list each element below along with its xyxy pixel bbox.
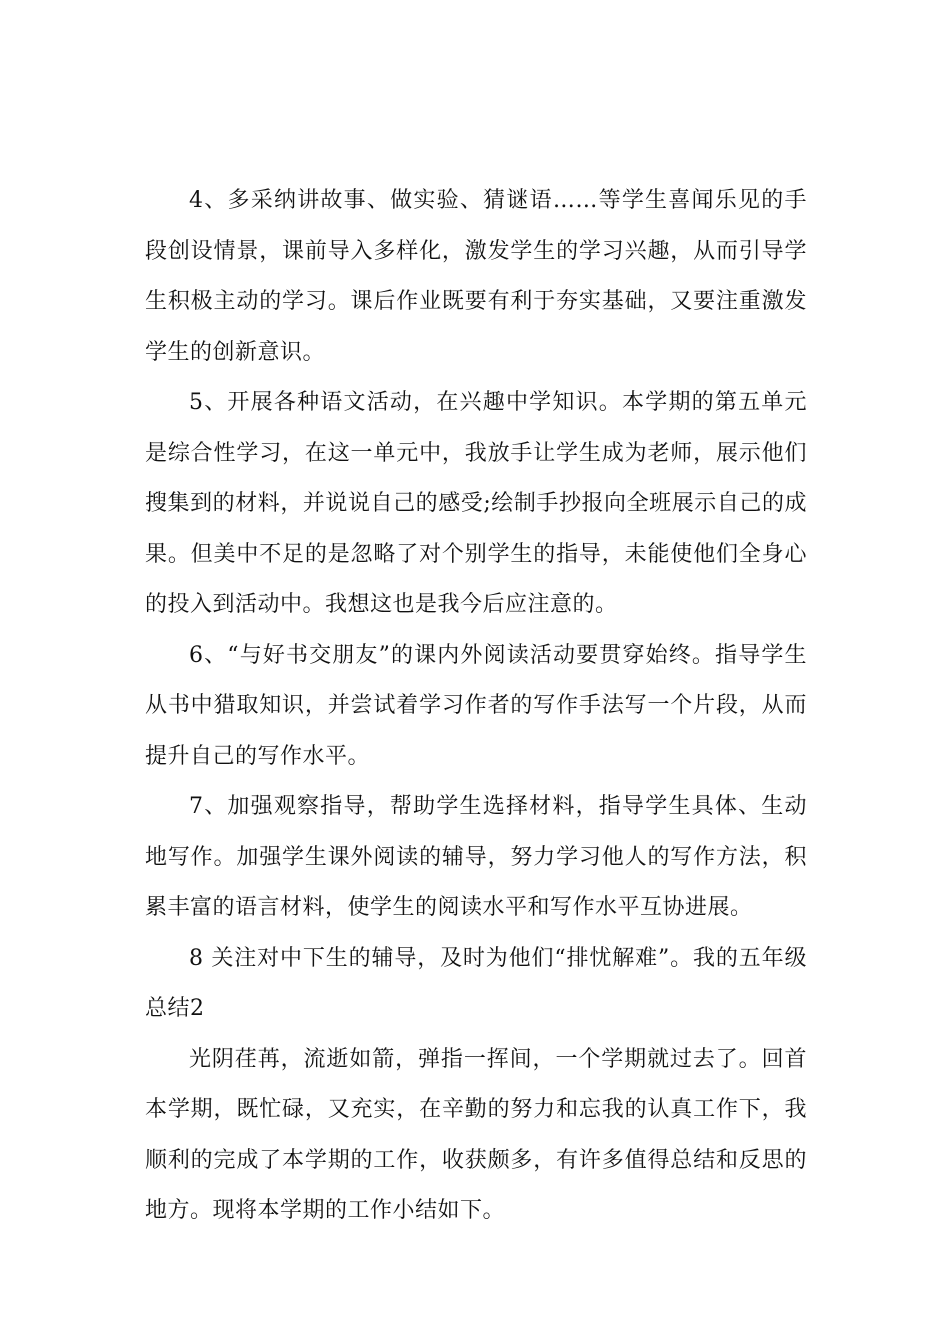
paragraph-6: 6、“与好书交朋友”的课内外阅读活动要贯穿始终。指导学生从书中猎取知识，并尝试着学习作者的写作手法写一个片段，从而提升自己的写作水平。	[145, 642, 807, 769]
paragraph-7: 7、加强观察指导，帮助学生选择材料，指导学生具体、生动地写作。加强学生课外阅读的辅导，努力学习他人的写作方法，积累丰富的语言材料，使学生的阅读水平和写作水平互协进展。	[145, 794, 807, 920]
paragraph-4: 4、多采纳讲故事、做实验、猜谜语……等学生喜闻乐见的手段创设情景，课前导入多样化，激发学生的学习兴趣，从而引导学生积极主动的学习。课后作业既要有利于夯实基础，又要注重激发学生的创新意识。	[145, 188, 807, 365]
paragraph-5: 5、开展各种语文活动，在兴趣中学知识。本学期的第五单元是综合性学习，在这一单元中，我放手让学生成为老师，展示他们搜集到的材料，并说说自己的感受;绘制手抄报向全班展示自己的成果。但美中不足的是忽略了对个别学生的指导，未能使他们全身心的投入到活动中。我想这也是我今后应注意的。	[145, 390, 807, 617]
document-body	[145, 176, 807, 1237]
paragraph-8: 8 关注对中下生的辅导，及时为他们“排忧解难”。我的五年级总结2	[145, 945, 807, 1021]
paragraph-summary-2: 光阴荏苒，流逝如箭，弹指一挥间，一个学期就过去了。回首本学期，既忙碌，又充实，在辛勤的努力和忘我的认真工作下，我顺利的完成了本学期的工作，收获颇多，有许多值得总结和反思的地方。现将本学期的工作小结如下。	[145, 1046, 807, 1223]
